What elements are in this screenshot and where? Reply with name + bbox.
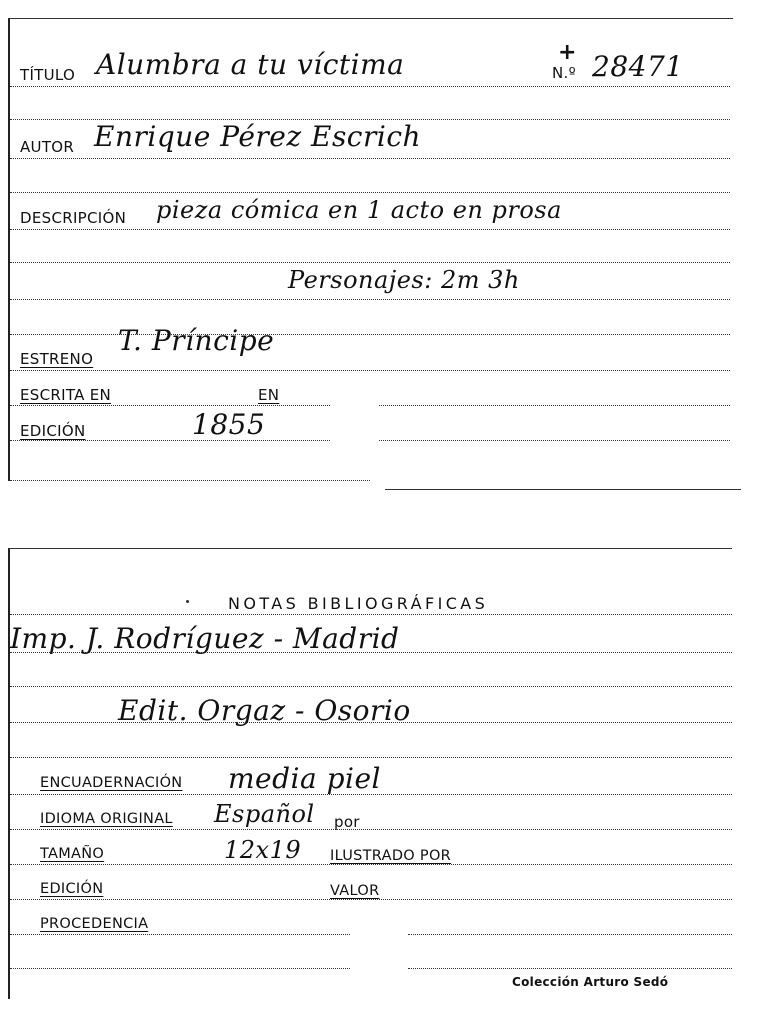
descripcion-label: DESCRIPCIÓN xyxy=(20,209,127,227)
edicion-value-top: 1855 xyxy=(192,408,266,441)
ruled-line xyxy=(10,614,732,615)
ruled-line xyxy=(10,757,732,758)
ruled-line xyxy=(10,968,350,969)
hole-mark xyxy=(186,600,189,603)
titulo-label: TÍTULO xyxy=(20,66,76,84)
por-label: por xyxy=(334,813,360,831)
ilustrado-label: ILUSTRADO POR xyxy=(330,848,452,864)
notas-line1: Imp. J. Rodríguez - Madrid xyxy=(10,622,400,655)
ruled-line xyxy=(10,899,732,900)
ruled-line xyxy=(10,229,730,230)
edicion-label-top: EDICIÓN xyxy=(20,422,86,440)
idioma-label: IDIOMA ORIGINAL xyxy=(40,811,173,827)
ruled-line xyxy=(10,934,350,935)
estreno-label: ESTRENO xyxy=(20,350,94,368)
valor-label: VALOR xyxy=(330,883,380,899)
ruled-line xyxy=(10,370,730,371)
tamano-value: 12x19 xyxy=(224,836,302,864)
procedencia-label: PROCEDENCIA xyxy=(40,916,149,932)
escrita-label: ESCRITA EN xyxy=(20,386,112,404)
edicion-label-bottom: EDICIÓN xyxy=(40,881,104,897)
encuadernacion-label: ENCUADERNACIÓN xyxy=(40,775,183,791)
personajes-value: Personajes: 2m 3h xyxy=(288,266,520,294)
ruled-line xyxy=(408,934,732,935)
notas-heading: NOTAS BIBLIOGRÁFICAS xyxy=(228,594,489,613)
ruled-line xyxy=(10,86,730,87)
autor-label: AUTOR xyxy=(20,138,75,156)
numero-label: N.º xyxy=(552,64,576,82)
idioma-value: Español xyxy=(214,800,315,828)
ruled-line xyxy=(408,968,732,969)
ruled-line xyxy=(10,864,732,865)
ruled-line xyxy=(10,262,730,263)
en-label: EN xyxy=(258,386,280,404)
numero-value: 28471 xyxy=(592,50,684,83)
ruled-line xyxy=(10,829,732,830)
tamano-label: TAMAÑO xyxy=(40,846,105,862)
encuadernacion-value: media piel xyxy=(228,762,381,795)
ruled-line xyxy=(10,192,730,193)
card-edge xyxy=(385,489,741,490)
ruled-line xyxy=(10,299,730,300)
notas-line2: Edit. Orgaz - Osorio xyxy=(118,694,411,727)
titulo-value: Alumbra a tu víctima xyxy=(96,48,405,81)
ruled-line xyxy=(10,686,732,687)
autor-value: Enrique Pérez Escrich xyxy=(94,120,422,153)
dagger-mark: + xyxy=(558,40,577,65)
erased-patch xyxy=(330,380,378,444)
collection-credit: Colección Arturo Sedó xyxy=(512,975,669,989)
descripcion-value: pieza cómica en 1 acto en prosa xyxy=(156,196,562,224)
ruled-line xyxy=(10,480,370,481)
estreno-value: T. Príncipe xyxy=(118,324,275,357)
ruled-line xyxy=(10,158,730,159)
